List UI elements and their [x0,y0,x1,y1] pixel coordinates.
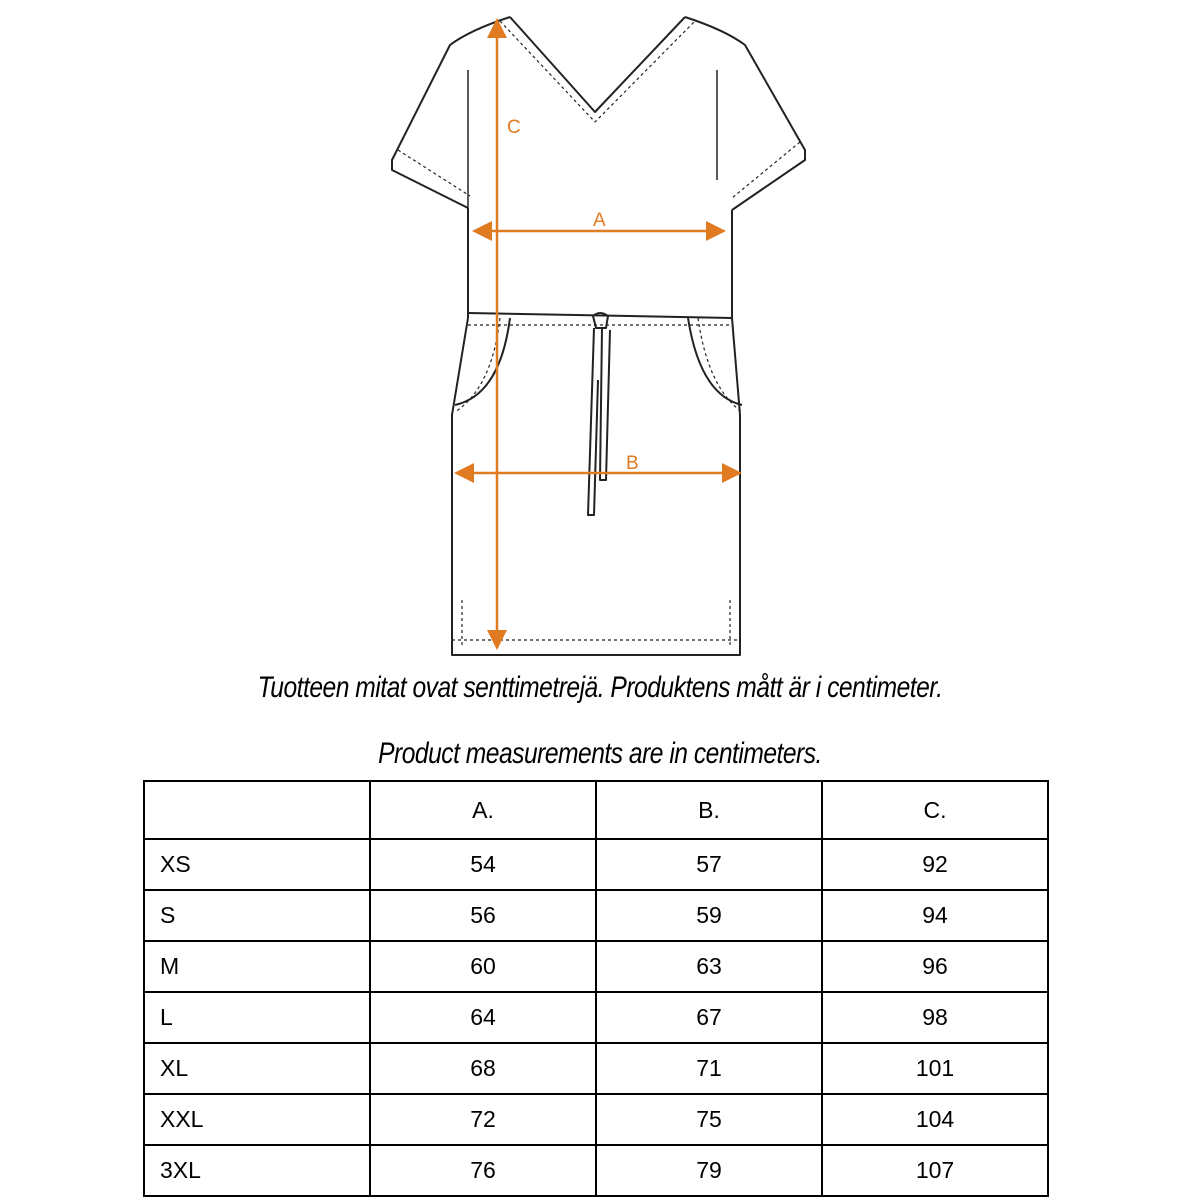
value-a-cell: 64 [370,992,596,1043]
measurement-b [456,453,740,474]
size-cell: XXL [144,1094,370,1145]
label-b: B [626,453,639,474]
header-c: C. [822,781,1048,839]
value-a-cell: 68 [370,1043,596,1094]
table-row [144,992,1048,1043]
label-c: C [507,117,521,138]
value-c-cell: 101 [822,1043,1048,1094]
measurement-a [474,210,724,231]
value-b-cell: 57 [596,839,822,890]
measurement-c [497,20,521,648]
size-cell: L [144,992,370,1043]
header-size [144,781,370,839]
value-b-cell: 75 [596,1094,822,1145]
value-c-cell: 107 [822,1145,1048,1196]
header-a: A. [370,781,596,839]
value-c-cell: 98 [822,992,1048,1043]
value-c-cell: 96 [822,941,1048,992]
header-b: B. [596,781,822,839]
caption-finnish-swedish: Tuotteen mitat ovat senttimetrejä. Produktens mått är i centimeter. [257,671,943,704]
value-a-cell: 76 [370,1145,596,1196]
value-b-cell: 67 [596,992,822,1043]
table-row [144,890,1048,941]
size-table [143,780,1049,1197]
size-cell: 3XL [144,1145,370,1196]
size-cell: S [144,890,370,941]
size-cell: M [144,941,370,992]
value-a-cell: 54 [370,839,596,890]
value-b-cell: 79 [596,1145,822,1196]
value-c-cell: 92 [822,839,1048,890]
value-a-cell: 60 [370,941,596,992]
value-c-cell: 94 [822,890,1048,941]
table-row [144,839,1048,890]
size-cell: XS [144,839,370,890]
table-row [144,1145,1048,1196]
value-a-cell: 72 [370,1094,596,1145]
table-header-row [144,781,1048,839]
label-a: A [593,210,606,231]
value-b-cell: 59 [596,890,822,941]
table-row [144,1094,1048,1145]
table-row [144,941,1048,992]
value-b-cell: 71 [596,1043,822,1094]
dress-outline [392,17,805,655]
value-c-cell: 104 [822,1094,1048,1145]
caption-english: Product measurements are in centimeters. [378,737,822,770]
size-cell: XL [144,1043,370,1094]
value-a-cell: 56 [370,890,596,941]
value-b-cell: 63 [596,941,822,992]
table-row [144,1043,1048,1094]
